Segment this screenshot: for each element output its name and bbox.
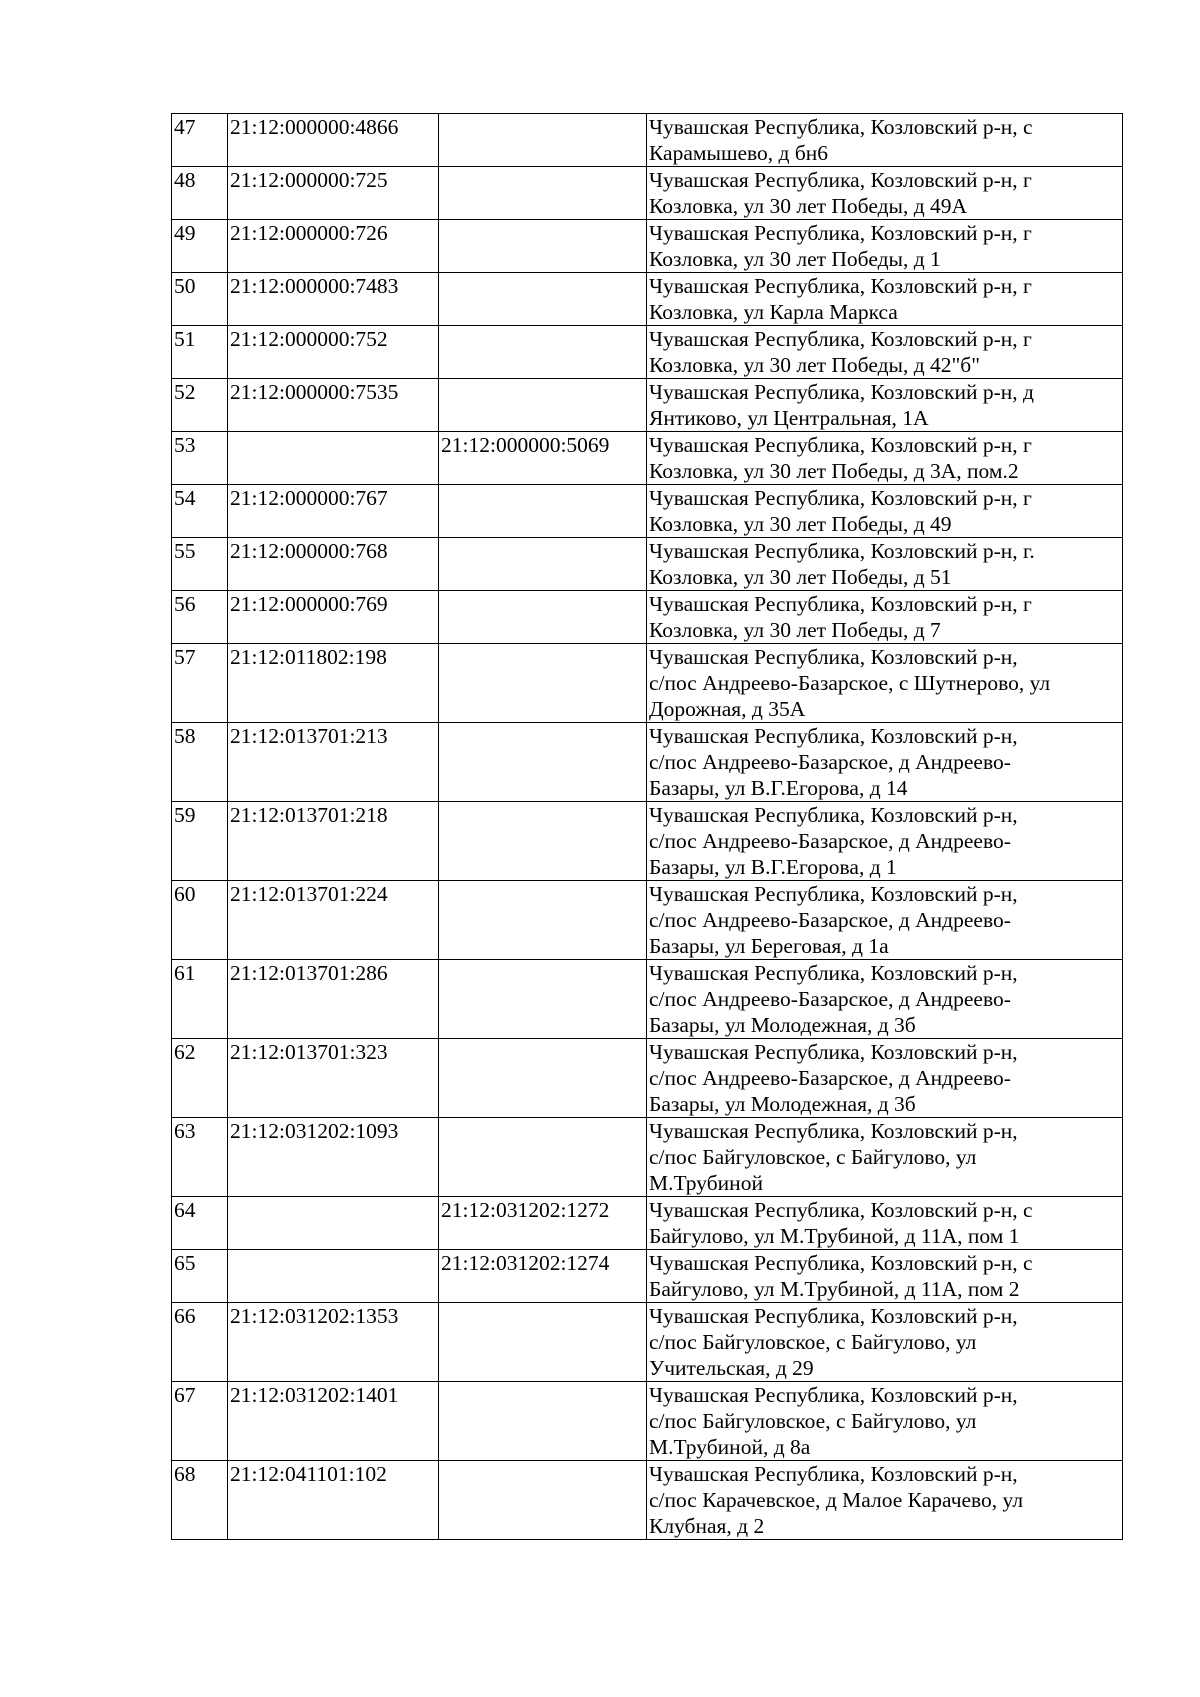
table-row bbox=[172, 485, 1123, 538]
premises-cadastral-number-cell bbox=[439, 114, 647, 167]
table-row bbox=[172, 644, 1123, 723]
cadastral-number-cell: 21:12:000000:725 bbox=[228, 167, 439, 220]
cadastral-number-cell: 21:12:000000:7535 bbox=[228, 379, 439, 432]
table-row bbox=[172, 114, 1123, 167]
address-cell: Чувашская Республика, Козловский р-н, с/пос Байгуловское, с Байгулово, ул М.Трубиной bbox=[647, 1118, 1123, 1197]
row-number-cell: 59 bbox=[172, 802, 228, 881]
cadastral-number-cell: 21:12:031202:1093 bbox=[228, 1118, 439, 1197]
row-number-cell: 50 bbox=[172, 273, 228, 326]
cadastral-number-cell: 21:12:000000:726 bbox=[228, 220, 439, 273]
row-number-cell: 57 bbox=[172, 644, 228, 723]
row-number-cell: 64 bbox=[172, 1197, 228, 1250]
table-row bbox=[172, 723, 1123, 802]
table-row bbox=[172, 167, 1123, 220]
address-cell: Чувашская Республика, Козловский р-н, с/пос Андреево-Базарское, с Шутнерово, ул Дорожная, д 35А bbox=[647, 644, 1123, 723]
cadastral-number-cell: 21:12:011802:198 bbox=[228, 644, 439, 723]
premises-cadastral-number-cell bbox=[439, 273, 647, 326]
cadastral-number-cell: 21:12:013701:323 bbox=[228, 1039, 439, 1118]
row-number-cell: 66 bbox=[172, 1303, 228, 1382]
row-number-cell: 61 bbox=[172, 960, 228, 1039]
address-cell: Чувашская Республика, Козловский р-н, с/пос Андреево-Базарское, д Андреево- Базары, ул Молодежная, д 3б bbox=[647, 960, 1123, 1039]
premises-cadastral-number-cell bbox=[439, 723, 647, 802]
table-row bbox=[172, 1118, 1123, 1197]
address-cell: Чувашская Республика, Козловский р-н, г Козловка, ул Карла Маркса bbox=[647, 273, 1123, 326]
row-number-cell: 48 bbox=[172, 167, 228, 220]
address-cell: Чувашская Республика, Козловский р-н, г Козловка, ул 30 лет Победы, д 7 bbox=[647, 591, 1123, 644]
premises-cadastral-number-cell: 21:12:031202:1272 bbox=[439, 1197, 647, 1250]
premises-cadastral-number-cell: 21:12:031202:1274 bbox=[439, 1250, 647, 1303]
address-cell: Чувашская Республика, Козловский р-н, с/пос Андреево-Базарское, д Андреево- Базары, ул Молодежная, д 3б bbox=[647, 1039, 1123, 1118]
table-row bbox=[172, 960, 1123, 1039]
table-row bbox=[172, 1461, 1123, 1540]
address-cell: Чувашская Республика, Козловский р-н, г. Козловка, ул 30 лет Победы, д 51 bbox=[647, 538, 1123, 591]
cadastral-number-cell: 21:12:000000:768 bbox=[228, 538, 439, 591]
row-number-cell: 62 bbox=[172, 1039, 228, 1118]
cadastral-number-cell: 21:12:000000:752 bbox=[228, 326, 439, 379]
cadastral-number-cell bbox=[228, 1197, 439, 1250]
premises-cadastral-number-cell bbox=[439, 379, 647, 432]
address-cell: Чувашская Республика, Козловский р-н, г Козловка, ул 30 лет Победы, д 49 bbox=[647, 485, 1123, 538]
address-cell: Чувашская Республика, Козловский р-н, с/пос Карачевское, д Малое Карачево, ул Клубная, д 2 bbox=[647, 1461, 1123, 1540]
row-number-cell: 52 bbox=[172, 379, 228, 432]
registry-table-body bbox=[172, 114, 1123, 1540]
address-cell: Чувашская Республика, Козловский р-н, г Козловка, ул 30 лет Победы, д 49А bbox=[647, 167, 1123, 220]
cadastral-number-cell: 21:12:000000:7483 bbox=[228, 273, 439, 326]
table-row bbox=[172, 538, 1123, 591]
address-cell: Чувашская Республика, Козловский р-н, с/пос Байгуловское, с Байгулово, ул Учительская, д 29 bbox=[647, 1303, 1123, 1382]
row-number-cell: 68 bbox=[172, 1461, 228, 1540]
cadastral-number-cell bbox=[228, 432, 439, 485]
cadastral-number-cell bbox=[228, 1250, 439, 1303]
premises-cadastral-number-cell bbox=[439, 220, 647, 273]
row-number-cell: 63 bbox=[172, 1118, 228, 1197]
premises-cadastral-number-cell bbox=[439, 326, 647, 379]
table-row bbox=[172, 432, 1123, 485]
table-row bbox=[172, 1039, 1123, 1118]
premises-cadastral-number-cell bbox=[439, 591, 647, 644]
premises-cadastral-number-cell bbox=[439, 1461, 647, 1540]
cadastral-number-cell: 21:12:041101:102 bbox=[228, 1461, 439, 1540]
cadastral-number-cell: 21:12:000000:769 bbox=[228, 591, 439, 644]
row-number-cell: 49 bbox=[172, 220, 228, 273]
premises-cadastral-number-cell: 21:12:000000:5069 bbox=[439, 432, 647, 485]
property-registry-table bbox=[171, 113, 1123, 1540]
address-cell: Чувашская Республика, Козловский р-н, с Байгулово, ул М.Трубиной, д 11А, пом 2 bbox=[647, 1250, 1123, 1303]
table-row bbox=[172, 379, 1123, 432]
address-cell: Чувашская Республика, Козловский р-н, с/пос Андреево-Базарское, д Андреево- Базары, ул Береговая, д 1а bbox=[647, 881, 1123, 960]
cadastral-number-cell: 21:12:031202:1353 bbox=[228, 1303, 439, 1382]
premises-cadastral-number-cell bbox=[439, 538, 647, 591]
row-number-cell: 60 bbox=[172, 881, 228, 960]
premises-cadastral-number-cell bbox=[439, 1118, 647, 1197]
address-cell: Чувашская Республика, Козловский р-н, с/пос Андреево-Базарское, д Андреево- Базары, ул В.Г.Егорова, д 14 bbox=[647, 723, 1123, 802]
address-cell: Чувашская Республика, Козловский р-н, д Янтиково, ул Центральная, 1А bbox=[647, 379, 1123, 432]
row-number-cell: 58 bbox=[172, 723, 228, 802]
address-cell: Чувашская Республика, Козловский р-н, с/пос Байгуловское, с Байгулово, ул М.Трубиной, д 8а bbox=[647, 1382, 1123, 1461]
table-row bbox=[172, 591, 1123, 644]
address-cell: Чувашская Республика, Козловский р-н, с Байгулово, ул М.Трубиной, д 11А, пом 1 bbox=[647, 1197, 1123, 1250]
cadastral-number-cell: 21:12:013701:213 bbox=[228, 723, 439, 802]
premises-cadastral-number-cell bbox=[439, 644, 647, 723]
premises-cadastral-number-cell bbox=[439, 485, 647, 538]
address-cell: Чувашская Республика, Козловский р-н, с Карамышево, д бн6 bbox=[647, 114, 1123, 167]
premises-cadastral-number-cell bbox=[439, 167, 647, 220]
premises-cadastral-number-cell bbox=[439, 960, 647, 1039]
row-number-cell: 65 bbox=[172, 1250, 228, 1303]
table-row bbox=[172, 802, 1123, 881]
table-row bbox=[172, 1197, 1123, 1250]
table-row bbox=[172, 1303, 1123, 1382]
cadastral-number-cell: 21:12:013701:286 bbox=[228, 960, 439, 1039]
address-cell: Чувашская Республика, Козловский р-н, г Козловка, ул 30 лет Победы, д 1 bbox=[647, 220, 1123, 273]
row-number-cell: 67 bbox=[172, 1382, 228, 1461]
row-number-cell: 53 bbox=[172, 432, 228, 485]
row-number-cell: 54 bbox=[172, 485, 228, 538]
row-number-cell: 51 bbox=[172, 326, 228, 379]
table-row bbox=[172, 273, 1123, 326]
row-number-cell: 55 bbox=[172, 538, 228, 591]
table-row bbox=[172, 326, 1123, 379]
premises-cadastral-number-cell bbox=[439, 1039, 647, 1118]
premises-cadastral-number-cell bbox=[439, 1382, 647, 1461]
premises-cadastral-number-cell bbox=[439, 881, 647, 960]
table-row bbox=[172, 1250, 1123, 1303]
row-number-cell: 47 bbox=[172, 114, 228, 167]
cadastral-number-cell: 21:12:031202:1401 bbox=[228, 1382, 439, 1461]
cadastral-number-cell: 21:12:013701:224 bbox=[228, 881, 439, 960]
cadastral-number-cell: 21:12:013701:218 bbox=[228, 802, 439, 881]
premises-cadastral-number-cell bbox=[439, 802, 647, 881]
premises-cadastral-number-cell bbox=[439, 1303, 647, 1382]
cadastral-number-cell: 21:12:000000:4866 bbox=[228, 114, 439, 167]
table-row bbox=[172, 220, 1123, 273]
address-cell: Чувашская Республика, Козловский р-н, с/пос Андреево-Базарское, д Андреево- Базары, ул В.Г.Егорова, д 1 bbox=[647, 802, 1123, 881]
table-row bbox=[172, 1382, 1123, 1461]
address-cell: Чувашская Республика, Козловский р-н, г Козловка, ул 30 лет Победы, д 3А, пом.2 bbox=[647, 432, 1123, 485]
cadastral-number-cell: 21:12:000000:767 bbox=[228, 485, 439, 538]
address-cell: Чувашская Республика, Козловский р-н, г Козловка, ул 30 лет Победы, д 42"б" bbox=[647, 326, 1123, 379]
table-row bbox=[172, 881, 1123, 960]
row-number-cell: 56 bbox=[172, 591, 228, 644]
